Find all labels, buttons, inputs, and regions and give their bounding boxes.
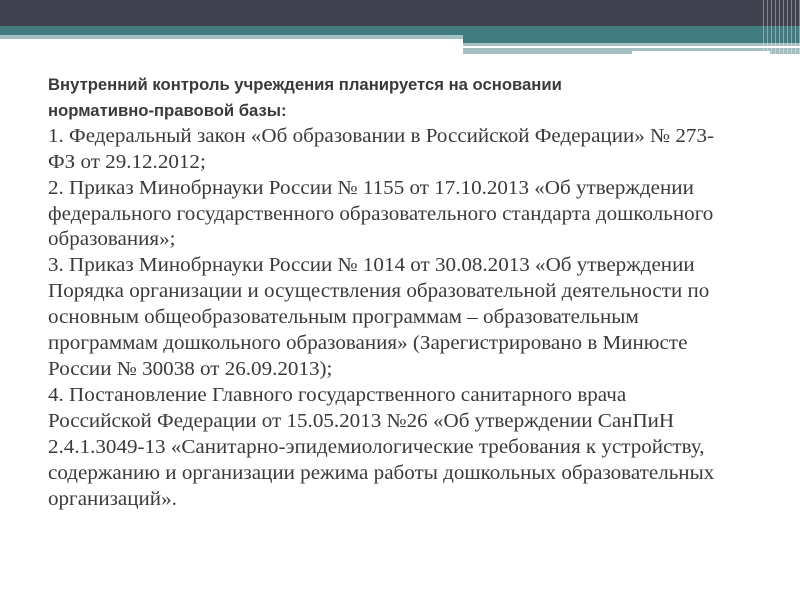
body-line: России № 30038 от 26.09.2013);	[48, 358, 333, 380]
body-line: содержанию и организации режима работы дошкольных образовательных	[48, 462, 715, 484]
header-teal-band-right	[463, 26, 800, 43]
header-teal-band-left	[0, 26, 475, 35]
body-line: Порядка организации и осуществления образовательной деятельности по	[48, 281, 710, 303]
header-dark-band	[0, 0, 800, 26]
header-stripes	[760, 0, 800, 54]
heading-line: Внутренний контроль учреждения планируется на основании	[48, 75, 562, 94]
body-line: 2. Приказ Минобрнауки России № 1155 от 17.10.2013 «Об утверждении	[48, 177, 694, 199]
body-line: образования»;	[48, 229, 176, 251]
body-line: 2.4.1.3049-13 «Санитарно-эпидемиологические требования к устройству,	[48, 436, 705, 458]
body-line: организаций».	[48, 488, 177, 510]
body-line: ФЗ от 29.12.2012;	[48, 151, 206, 173]
body-line: программам дошкольного образования» (Зарегистрировано в Минюсте	[48, 333, 688, 355]
body-line: федерального государственного образовательного стандарта дошкольного	[48, 203, 714, 225]
heading-line: нормативно-правовой базы:	[48, 100, 287, 120]
body-line: Российской Федерации от 15.05.2013 №26 «Об утверждении СанПиН	[48, 410, 675, 432]
body-line: 1. Федеральный закон «Об образовании в Российской Федерации» № 273-	[48, 125, 715, 147]
body-line: 3. Приказ Минобрнауки России № 1014 от 30.08.2013 «Об утверждении	[48, 255, 695, 277]
body-line: основным общеобразовательным программам – образовательным	[48, 307, 639, 329]
header-white-line-2	[632, 51, 770, 54]
header-light-band-left	[0, 35, 475, 39]
body-line: 4. Постановление Главного государственного санитарного врача	[48, 384, 627, 406]
slide-content	[48, 72, 768, 512]
